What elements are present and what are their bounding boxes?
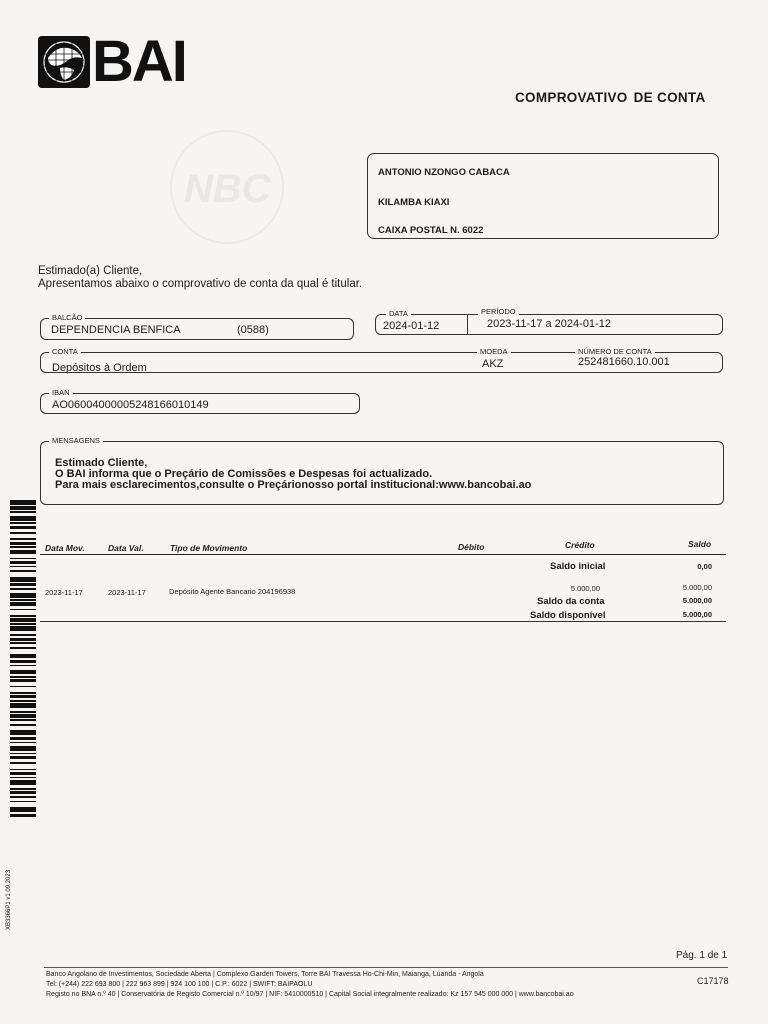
barcode-bar [10, 538, 36, 540]
greeting-line-1: Estimado(a) Cliente, [38, 265, 143, 277]
barcode-bar [10, 695, 36, 698]
barcode-bar [10, 570, 36, 572]
row-data-val: 2023-11-17 [108, 588, 146, 597]
data-periodo-box [375, 307, 723, 335]
data-periodo-divider [467, 314, 468, 335]
saldo-inicial-value: 0,00 [697, 562, 712, 571]
barcode-bar [10, 737, 36, 740]
barcode-bar [10, 654, 36, 659]
th-data-mov: Data Mov. [45, 543, 85, 553]
barcode-bar [10, 561, 36, 564]
periodo-value: 2023-11-17 a 2024-01-12 [487, 318, 611, 330]
balcao-value: DEPENDENCIA BENFICA [51, 324, 181, 336]
barcode-bar [10, 711, 36, 713]
address-box [367, 153, 719, 239]
numero-conta-value: 252481660.10.001 [578, 356, 670, 368]
footer-line-2: Tel: (+244) 222 693 800 | 222 963 899 | 924 100 100 | C.P.: 6022 | SWIFT: BAIPAOLU [46, 981, 313, 988]
document-title [515, 90, 706, 105]
table-bottom-rule [40, 621, 726, 622]
th-debito: Débito [458, 542, 485, 552]
barcode-bar [10, 660, 36, 663]
balcao-label: BALCÃO [49, 313, 85, 322]
row-saldo: 5.000,00 [682, 583, 712, 592]
address-line-2: KILAMBA KIAXI [378, 197, 450, 208]
moeda-value: AKZ [482, 358, 504, 370]
barcode-bar [10, 647, 36, 649]
barcode-bar [10, 602, 36, 605]
numero-conta-label: NÚMERO DE CONTA [575, 347, 655, 356]
th-saldo: Saldo [688, 539, 712, 549]
barcode-bar [10, 796, 36, 798]
barcode-bar [10, 703, 36, 708]
saldo-conta-label: Saldo da conta [537, 596, 605, 607]
barcode-bar [10, 599, 36, 601]
balcao-box [40, 313, 354, 340]
barcode-bar [10, 566, 36, 568]
side-barcode [10, 500, 36, 820]
row-credito: 5.000,00 [570, 584, 600, 593]
barcode-bar [10, 788, 36, 790]
messages-box [40, 436, 724, 505]
barcode-bar [10, 522, 36, 524]
saldo-conta-value: 5.000,00 [682, 596, 712, 605]
barcode-bar [10, 506, 36, 509]
barcode-bar [10, 516, 36, 521]
th-tipo-movimento: Tipo de Movimento [170, 543, 248, 553]
footer-divider [44, 967, 728, 968]
conta-value: Depósitos à Ordem [52, 362, 147, 374]
barcode-bar [10, 638, 36, 641]
barcode-bar [10, 593, 36, 598]
iban-box [40, 388, 360, 414]
barcode-bar [10, 676, 36, 678]
saldo-disponivel-value: 5.000,00 [682, 610, 712, 619]
barcode-bar [10, 714, 36, 717]
barcode-bar [10, 546, 36, 548]
messages-label: MENSAGENS [49, 436, 103, 445]
barcode-bar [10, 769, 36, 771]
barcode-bar [10, 772, 36, 775]
barcode-bar [10, 583, 36, 586]
barcode-bar [10, 615, 36, 617]
barcode-bar [10, 511, 36, 513]
footer-line-3: Registo no BNA n.º 40 | Conservatória de Registo Comercial n.º 10/97 | NIF: 5410000510 | Capital Social integralmente realizado: Kz 157 545 000 000 | www.bancobai.ao [46, 991, 574, 998]
barcode-bar [10, 626, 36, 631]
barcode-bar [10, 500, 36, 505]
barcode-bar [10, 719, 36, 721]
iban-label: IBAN [49, 388, 73, 397]
page-number: Pág. 1 de 1 [676, 950, 728, 961]
greeting-line-2: Apresentamos abaixo o comprovativo de conta da qual é titular. [38, 278, 363, 290]
client-name: ANTONIO NZONGO CABACA [378, 167, 510, 178]
barcode-bar [10, 692, 36, 694]
barcode-bar [10, 609, 36, 611]
row-tipo: Depósito Agente Bancario 204196938 [169, 587, 296, 596]
barcode-bar [10, 588, 36, 590]
balcao-code: (0588) [237, 324, 269, 336]
data-label: DATA [386, 309, 411, 318]
barcode-bar [10, 791, 36, 794]
barcode-bar [10, 526, 36, 529]
barcode-bar [10, 642, 36, 644]
barcode-bar [10, 618, 36, 621]
saldo-disponivel-label: Saldo disponível [530, 610, 606, 621]
barcode-bar [10, 679, 36, 682]
doc-title-part2: DE CONTA [633, 90, 706, 105]
barcode-bar [10, 550, 36, 555]
message-line-1: Estimado Cliente, [55, 457, 148, 469]
barcode-bar [10, 634, 36, 636]
barcode-bar [10, 577, 36, 582]
logo-wordmark: BAI [92, 29, 186, 94]
bai-logo [38, 29, 193, 94]
data-value: 2024-01-12 [383, 320, 440, 332]
barcode-bar [10, 746, 36, 751]
barcode-bar [10, 742, 36, 744]
barcode-bar [10, 807, 36, 812]
form-code: XB3366P1 v1 09.2023 [6, 869, 12, 930]
watermark-seal: NBC [170, 130, 284, 244]
barcode-bar [10, 730, 36, 735]
barcode-bar [10, 532, 36, 534]
barcode-bar [10, 686, 36, 688]
th-credito: Crédito [565, 540, 595, 550]
row-data-mov: 2023-11-17 [45, 588, 83, 597]
conta-label: CONTA [49, 347, 81, 356]
barcode-bar [10, 558, 36, 560]
iban-value: AO06004000005248166010149 [52, 399, 209, 411]
doc-title-part1: COMPROVATIVO [515, 90, 628, 105]
barcode-bar [10, 762, 36, 764]
barcode-bar [10, 542, 36, 545]
address-line-3: CAIXA POSTAL N. 6022 [378, 225, 484, 236]
saldo-inicial-label: Saldo inicial [550, 561, 606, 572]
barcode-bar [10, 670, 36, 675]
barcode-bar [10, 801, 36, 803]
table-header [40, 540, 726, 555]
th-data-val: Data Val. [108, 543, 144, 553]
barcode-bar [10, 700, 36, 702]
barcode-bar [10, 724, 36, 726]
globe-icon [38, 36, 90, 88]
message-line-2: O BAI informa que o Preçário de Comissões e Despesas foi actualizado. [55, 468, 433, 480]
message-line-3: Para mais esclarecimentos,consulte o Preçárionosso portal institucional:www.bancobai.ao [55, 479, 532, 491]
moeda-label: MOEDA [477, 347, 511, 356]
barcode-bar [10, 780, 36, 785]
barcode-bar [10, 623, 36, 625]
barcode-bar [10, 665, 36, 667]
conta-box [40, 347, 723, 374]
barcode-bar [10, 777, 36, 779]
barcode-bar [10, 756, 36, 759]
document-code: C17178 [697, 976, 729, 986]
footer-line-1: Banco Angolano de Investimentos, Sociedade Aberta | Complexo Garden Towers, Torre BAI Travessa Ho-Chi-Min, Maianga, Luanda - Angola [46, 971, 484, 978]
periodo-label: PERÍODO [478, 307, 519, 316]
barcode-bar [10, 753, 36, 755]
barcode-bar [10, 814, 36, 817]
